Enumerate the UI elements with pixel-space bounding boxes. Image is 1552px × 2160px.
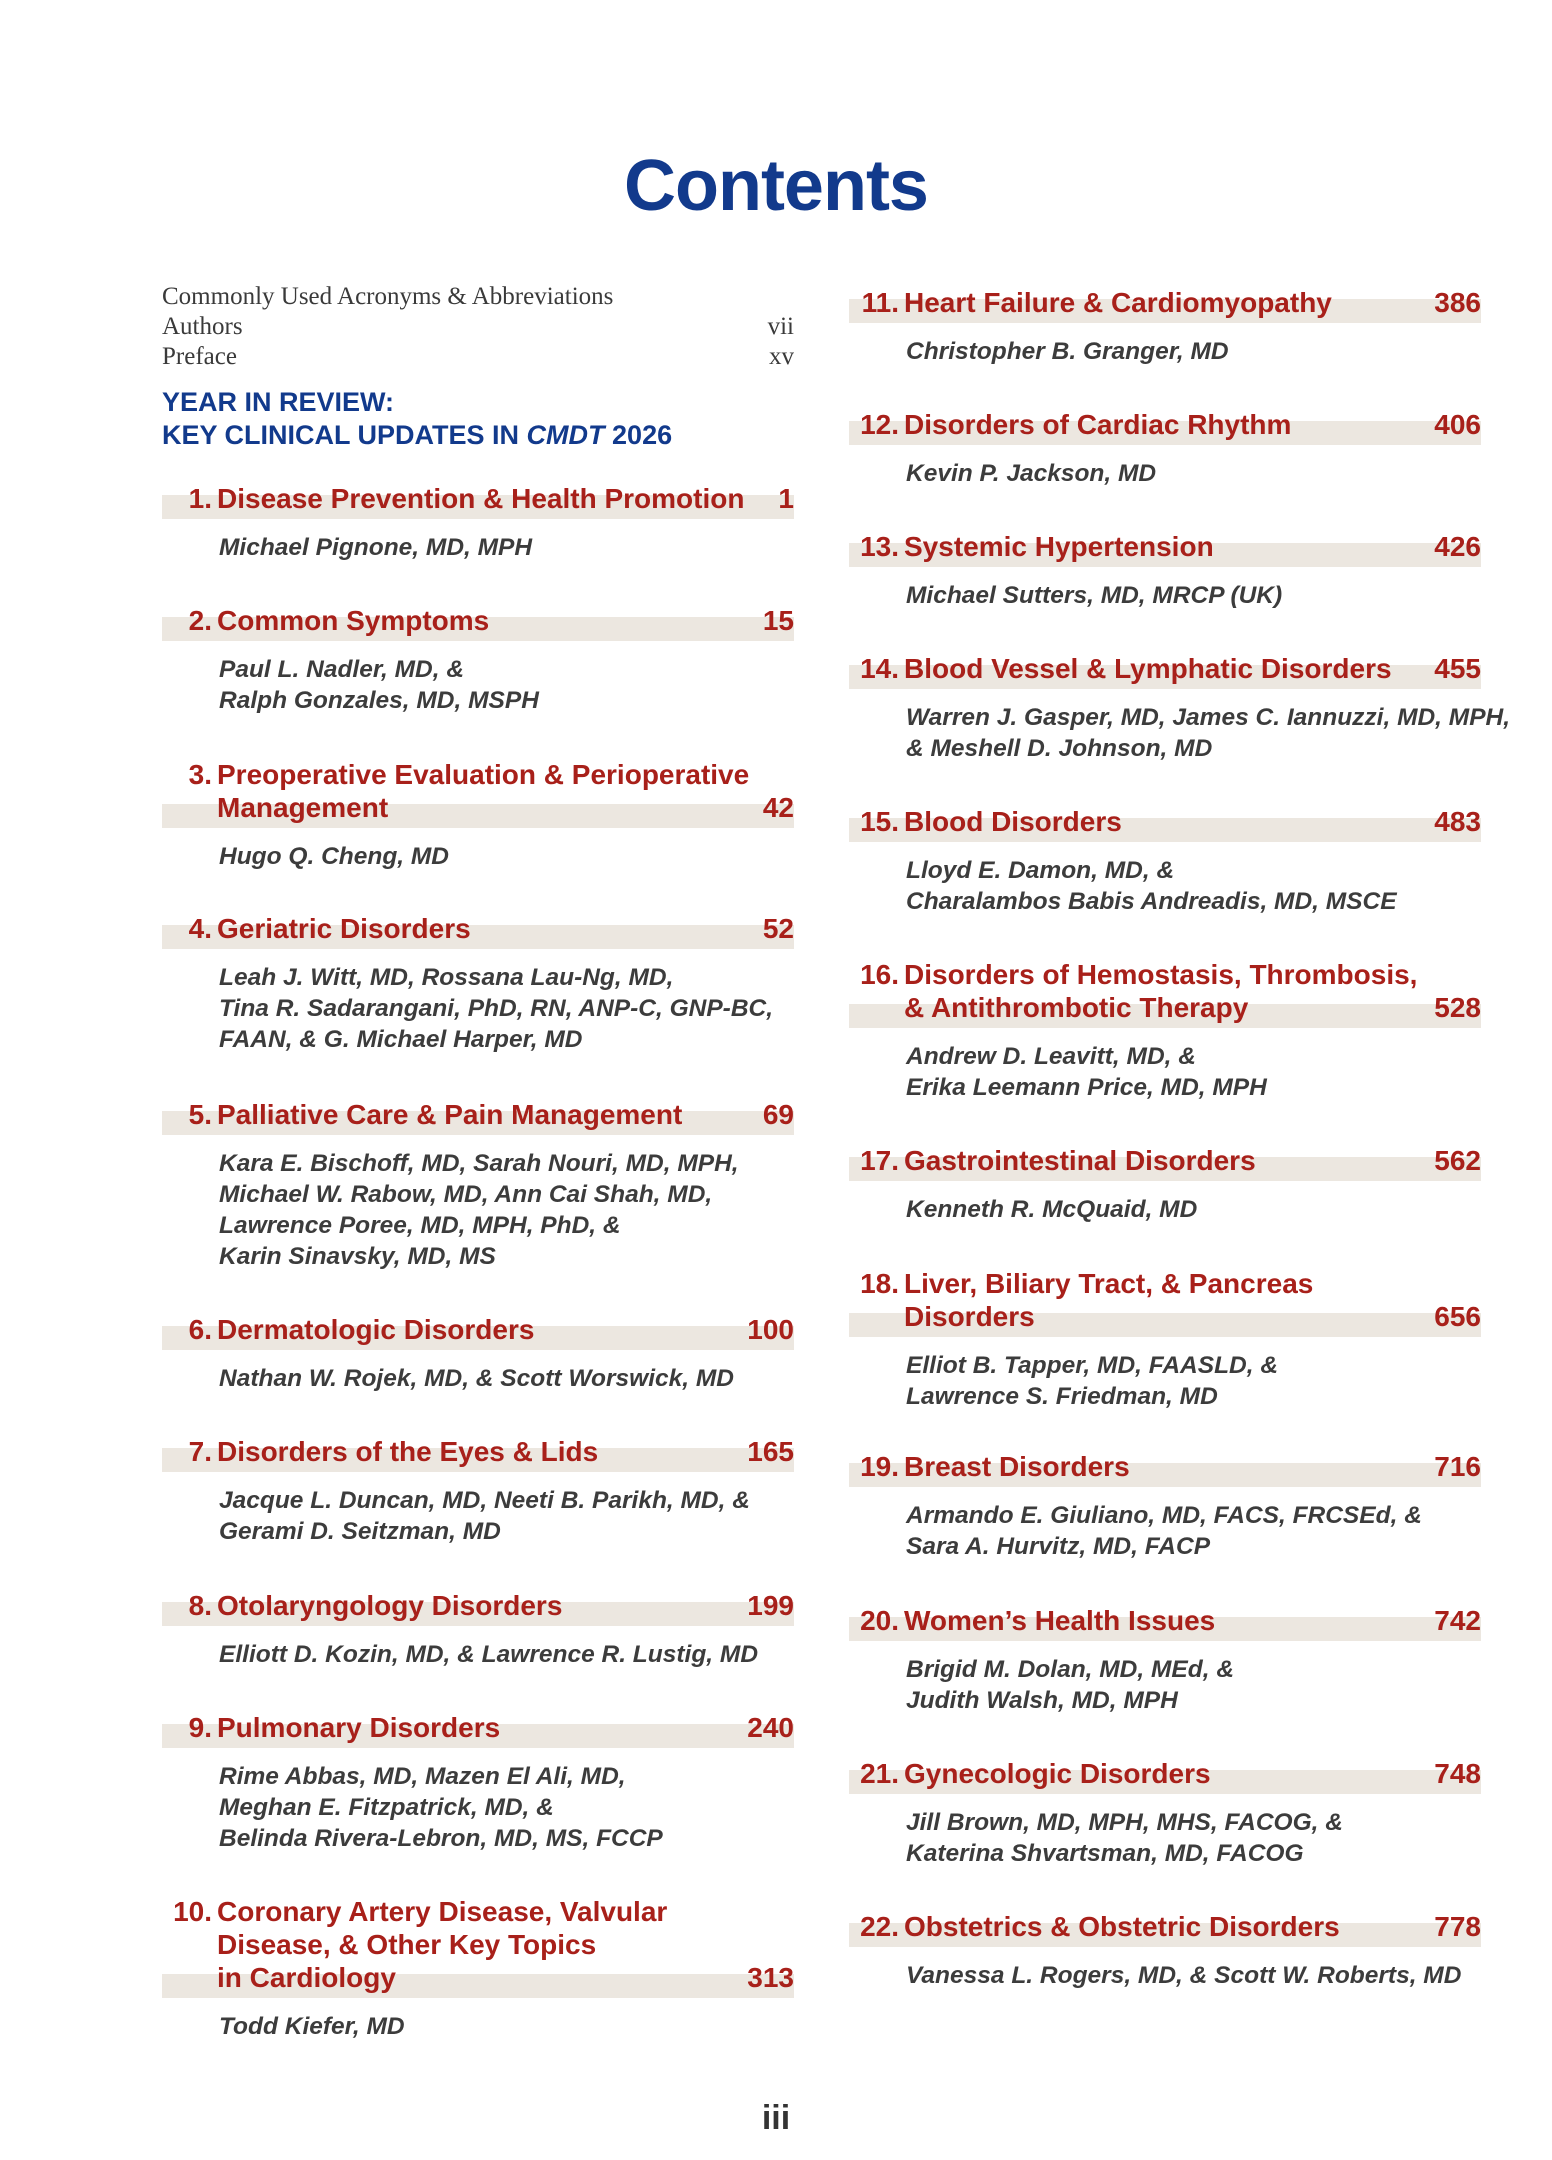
- page-number: iii: [761, 2099, 791, 2137]
- chapter-title[interactable]: [904, 1144, 1404, 1177]
- chapter-authors: [906, 1960, 1486, 1991]
- chapter-title-line: Blood Disorders: [904, 806, 1122, 837]
- front-matter-title: Commonly Used Acronyms & Abbreviations: [162, 283, 614, 310]
- chapter-title[interactable]: [904, 408, 1404, 441]
- chapter-page-number: 199: [747, 1590, 794, 1621]
- chapter-page-number: 69: [762, 1099, 794, 1130]
- chapter-title[interactable]: [217, 1098, 717, 1131]
- front-matter-item[interactable]: [162, 312, 794, 342]
- chapter-title-line: Coronary Artery Disease, Valvular: [217, 1896, 668, 1927]
- author-line: Elliott D. Kozin, MD, & Lawrence R. Lustig, MD: [219, 1641, 759, 1668]
- chapter-title[interactable]: [217, 1711, 717, 1744]
- front-matter-page: xv: [769, 343, 794, 370]
- chapter-page-number: 656: [1434, 1301, 1481, 1332]
- chapter-number: 14.: [860, 653, 899, 684]
- chapter-authors: [906, 1350, 1486, 1412]
- chapter-number: 8.: [188, 1590, 212, 1621]
- author-line: Todd Kiefer, MD: [219, 2013, 405, 2040]
- chapter-title[interactable]: [904, 958, 1418, 1024]
- chapter-title[interactable]: [217, 482, 745, 515]
- author-line: Elliot B. Tapper, MD, FAASLD, &: [906, 1352, 1279, 1379]
- chapter-page-number: 100: [747, 1314, 794, 1345]
- author-line: Kara E. Bischoff, MD, Sarah Nouri, MD, MPH,: [219, 1150, 739, 1177]
- chapter-title[interactable]: [217, 1313, 717, 1346]
- author-line: Jill Brown, MD, MPH, MHS, FACOG, &: [906, 1809, 1343, 1836]
- chapter-authors: [219, 654, 799, 716]
- front-matter-item[interactable]: [162, 342, 794, 372]
- author-line: Rime Abbas, MD, Mazen El Ali, MD,: [219, 1763, 626, 1790]
- chapter-page-number: 165: [747, 1436, 794, 1467]
- author-line: Brigid M. Dolan, MD, MEd, &: [906, 1656, 1235, 1683]
- author-line: Jacque L. Duncan, MD, Neeti B. Parikh, MD, &: [219, 1487, 750, 1514]
- chapter-title-line: Systemic Hypertension: [904, 531, 1214, 562]
- chapter-page-number: 716: [1434, 1451, 1481, 1482]
- chapter-authors: [906, 1654, 1486, 1716]
- chapter-number: 10.: [173, 1896, 212, 1927]
- chapter-number: 9.: [188, 1712, 212, 1743]
- author-line: Christopher B. Granger, MD: [906, 338, 1229, 365]
- author-line: Michael Sutters, MD, MRCP (UK): [906, 582, 1283, 609]
- chapter-authors: [906, 1807, 1486, 1869]
- author-line: Lloyd E. Damon, MD, &: [906, 857, 1175, 884]
- chapter-number: 5.: [188, 1099, 212, 1130]
- author-line: Ralph Gonzales, MD, MSPH: [219, 687, 539, 714]
- chapter-title-line: Blood Vessel & Lymphatic Disorders: [904, 653, 1392, 684]
- chapter-number: 21.: [860, 1758, 899, 1789]
- author-line: Sara A. Hurvitz, MD, FACP: [906, 1533, 1211, 1560]
- chapter-title-line: Disorders: [904, 1301, 1035, 1332]
- author-line: Charalambos Babis Andreadis, MD, MSCE: [906, 888, 1397, 915]
- chapter-number: 13.: [860, 531, 899, 562]
- chapter-authors: [219, 1148, 799, 1272]
- author-line: Hugo Q. Cheng, MD: [219, 843, 449, 870]
- author-line: Andrew D. Leavitt, MD, &: [906, 1043, 1196, 1070]
- chapter-title-line: Dermatologic Disorders: [217, 1314, 535, 1345]
- chapter-title-line: Common Symptoms: [217, 605, 490, 636]
- cmdt-title: CMDT: [526, 420, 605, 450]
- chapter-page-number: 778: [1434, 1911, 1481, 1942]
- chapter-title-line: Disorders of Hemostasis, Thrombosis,: [904, 959, 1418, 990]
- chapter-number: 1.: [188, 483, 212, 514]
- chapter-title[interactable]: [217, 758, 750, 824]
- chapter-number: 2.: [188, 605, 212, 636]
- author-line: Katerina Shvartsman, MD, FACOG: [906, 1840, 1304, 1867]
- chapter-title-line: Disorders of Cardiac Rhythm: [904, 409, 1292, 440]
- author-line: Erika Leemann Price, MD, MPH: [906, 1074, 1267, 1101]
- year-in-review-line2: [162, 419, 794, 452]
- chapter-number: 7.: [188, 1436, 212, 1467]
- chapter-number: 15.: [860, 806, 899, 837]
- chapter-title-line: Gynecologic Disorders: [904, 1758, 1211, 1789]
- chapter-title[interactable]: [217, 1435, 717, 1468]
- author-line: Karin Sinavsky, MD, MS: [219, 1243, 496, 1270]
- year-in-review-heading[interactable]: [162, 386, 794, 452]
- chapter-title-line: Breast Disorders: [904, 1451, 1130, 1482]
- author-line: Gerami D. Seitzman, MD: [219, 1518, 501, 1545]
- chapter-title[interactable]: [217, 1895, 717, 1994]
- author-line: Leah J. Witt, MD, Rossana Lau-Ng, MD,: [219, 964, 674, 991]
- front-matter-title: Preface: [162, 343, 237, 370]
- chapter-authors: [906, 580, 1486, 611]
- year-in-review-prefix: KEY CLINICAL UPDATES IN: [162, 420, 527, 450]
- author-line: Kenneth R. McQuaid, MD: [906, 1196, 1198, 1223]
- chapter-page-number: 406: [1434, 409, 1481, 440]
- chapter-page-number: 742: [1434, 1605, 1481, 1636]
- chapter-authors: [219, 1363, 799, 1394]
- chapter-title[interactable]: [904, 652, 1404, 685]
- chapter-title-line: Otolaryngology Disorders: [217, 1590, 563, 1621]
- chapter-page-number: 386: [1434, 287, 1481, 318]
- author-line: Tina R. Sadarangani, PhD, RN, ANP-C, GNP-BC,: [219, 995, 774, 1022]
- author-line: Meghan E. Fitzpatrick, MD, &: [219, 1794, 554, 1821]
- chapter-page-number: 748: [1434, 1758, 1481, 1789]
- year-in-review-line1: YEAR IN REVIEW:: [162, 387, 395, 417]
- chapter-title[interactable]: [217, 1589, 717, 1622]
- chapter-title-line: Liver, Biliary Tract, & Pancreas: [904, 1268, 1314, 1299]
- chapter-title-line: Pulmonary Disorders: [217, 1712, 501, 1743]
- chapter-number: 22.: [860, 1911, 899, 1942]
- chapter-title-line: Geriatric Disorders: [217, 913, 471, 944]
- chapter-authors: [906, 336, 1486, 367]
- chapter-authors: [219, 1485, 799, 1547]
- chapter-title[interactable]: [904, 1910, 1404, 1943]
- chapter-authors: [219, 2011, 799, 2042]
- chapter-page-number: 240: [747, 1712, 794, 1743]
- chapter-page-number: 562: [1434, 1145, 1481, 1176]
- chapter-title-line: in Cardiology: [217, 1962, 396, 1993]
- chapter-authors: [906, 1194, 1486, 1225]
- chapter-title-line: Gastrointestinal Disorders: [904, 1145, 1256, 1176]
- chapter-title-line: Management: [217, 792, 389, 823]
- chapter-page-number: 1: [778, 483, 794, 514]
- chapter-number: 6.: [188, 1314, 212, 1345]
- chapter-title[interactable]: [904, 1267, 1404, 1333]
- chapter-number: 18.: [860, 1268, 899, 1299]
- chapter-page-number: 483: [1434, 806, 1481, 837]
- chapter-title[interactable]: [904, 530, 1404, 563]
- chapter-authors: [219, 841, 799, 872]
- chapter-title-line: Disorders of the Eyes & Lids: [217, 1436, 599, 1467]
- chapter-authors: [906, 702, 1511, 764]
- chapter-title[interactable]: [904, 1757, 1404, 1790]
- author-line: & Meshell D. Johnson, MD: [906, 735, 1213, 762]
- chapter-number: 4.: [188, 913, 212, 944]
- chapter-title-line: Obstetrics & Obstetric Disorders: [904, 1911, 1340, 1942]
- author-line: Lawrence S. Friedman, MD: [906, 1383, 1218, 1410]
- chapter-number: 11.: [861, 287, 899, 318]
- chapter-page-number: 42: [762, 792, 794, 823]
- author-line: Lawrence Poree, MD, MPH, PhD, &: [219, 1212, 621, 1239]
- chapter-authors: [219, 962, 799, 1055]
- chapter-authors: [906, 855, 1486, 917]
- chapter-title[interactable]: [904, 805, 1404, 838]
- chapter-page-number: 52: [762, 913, 794, 944]
- author-line: Judith Walsh, MD, MPH: [906, 1687, 1178, 1714]
- chapter-title-line: Disease Prevention & Health Promotion: [217, 483, 745, 514]
- chapter-title-line: Disease, & Other Key Topics: [217, 1929, 597, 1960]
- chapter-page-number: 15: [762, 605, 794, 636]
- chapter-page-number: 528: [1434, 992, 1481, 1023]
- front-matter-page: vii: [767, 313, 794, 340]
- author-line: Kevin P. Jackson, MD: [906, 460, 1157, 487]
- chapter-number: 20.: [860, 1605, 899, 1636]
- chapter-authors: [906, 458, 1486, 489]
- chapter-page-number: 313: [747, 1962, 794, 1993]
- chapter-number: 3.: [188, 759, 212, 790]
- chapter-title-line: & Antithrombotic Therapy: [904, 992, 1249, 1023]
- front-matter-title: Authors: [162, 313, 243, 340]
- chapter-title-line: Heart Failure & Cardiomyopathy: [904, 287, 1332, 318]
- page-title: Contents: [624, 146, 928, 226]
- chapter-number: 19.: [860, 1451, 899, 1482]
- author-line: Warren J. Gasper, MD, James C. Iannuzzi, MD, MPH,: [906, 704, 1511, 731]
- author-line: FAAN, & G. Michael Harper, MD: [219, 1026, 583, 1053]
- author-line: Armando E. Giuliano, MD, FACS, FRCSEd, &: [906, 1502, 1422, 1529]
- year-in-review-suffix: 2026: [604, 420, 673, 450]
- chapter-number: 16.: [860, 959, 899, 990]
- chapter-page-number: 455: [1434, 653, 1481, 684]
- chapter-authors: [219, 1761, 799, 1854]
- author-line: Vanessa L. Rogers, MD, & Scott W. Roberts, MD: [906, 1962, 1462, 1989]
- author-line: Nathan W. Rojek, MD, & Scott Worswick, MD: [219, 1365, 735, 1392]
- chapter-number: 12.: [860, 409, 899, 440]
- chapter-title-line: Women’s Health Issues: [904, 1605, 1216, 1636]
- chapter-title-line: Preoperative Evaluation & Perioperative: [217, 759, 750, 790]
- chapter-title-line: Palliative Care & Pain Management: [217, 1099, 683, 1130]
- chapter-title[interactable]: [904, 1604, 1404, 1637]
- chapter-title[interactable]: [904, 286, 1404, 319]
- author-line: Belinda Rivera-Lebron, MD, MS, FCCP: [219, 1825, 663, 1852]
- chapter-number: 17.: [860, 1145, 899, 1176]
- author-line: Michael Pignone, MD, MPH: [219, 534, 533, 561]
- author-line: Paul L. Nadler, MD, &: [219, 656, 465, 683]
- chapter-authors: [906, 1041, 1486, 1103]
- chapter-authors: [219, 1639, 799, 1670]
- chapter-authors: [219, 532, 799, 563]
- chapter-authors: [906, 1500, 1486, 1562]
- chapter-page-number: 426: [1434, 531, 1481, 562]
- chapter-title[interactable]: [904, 1450, 1404, 1483]
- chapter-title[interactable]: [217, 912, 717, 945]
- author-line: Michael W. Rabow, MD, Ann Cai Shah, MD,: [219, 1181, 713, 1208]
- chapter-title[interactable]: [217, 604, 717, 637]
- front-matter-item[interactable]: [162, 282, 794, 312]
